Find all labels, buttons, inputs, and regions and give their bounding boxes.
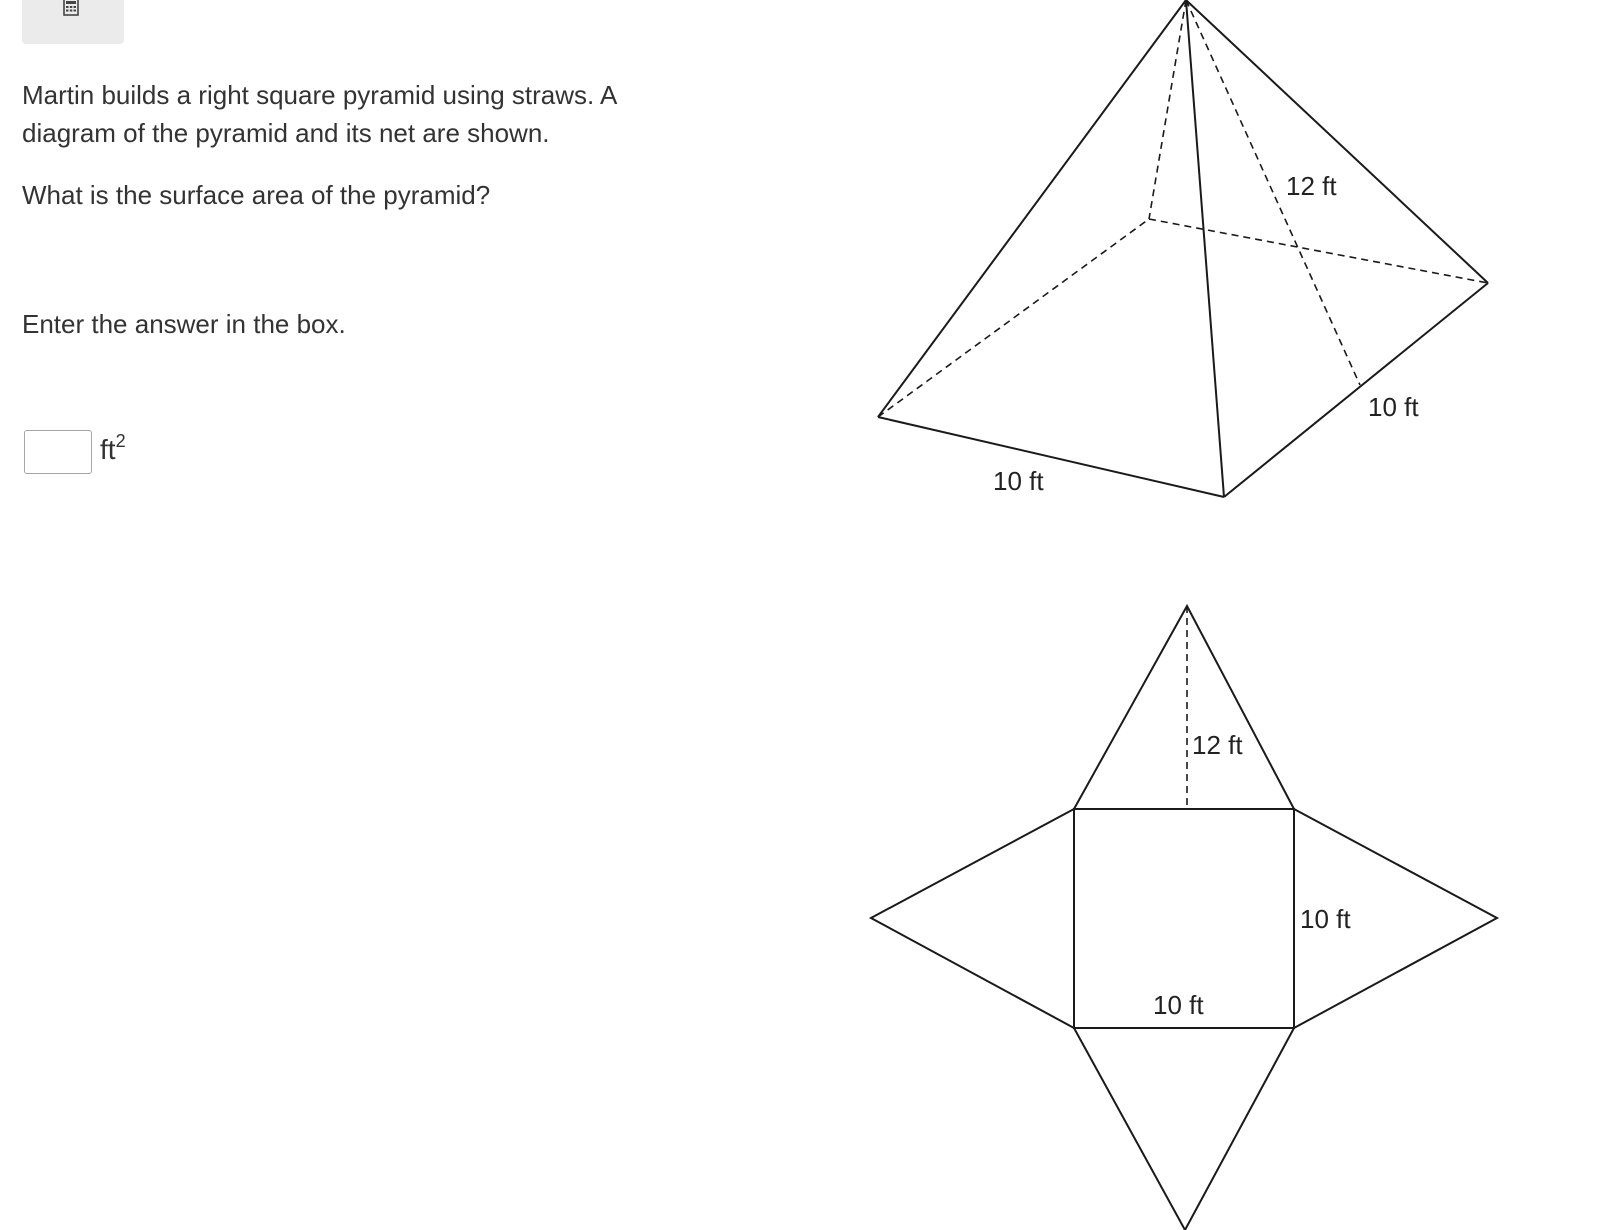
pyramid-front-base-label: 10 ft [993, 466, 1044, 496]
unit-exponent: 2 [115, 431, 126, 451]
net-square-base [1074, 809, 1294, 1028]
net-diagram [871, 606, 1497, 1230]
question-line-1: Martin builds a right square pyramid using straws. A [22, 80, 618, 110]
net-top-triangle [1074, 606, 1294, 809]
question-prompt: What is the surface area of the pyramid? [22, 180, 491, 210]
net-square-right-label: 10 ft [1300, 904, 1351, 934]
question-line-2: diagram of the pyramid and its net are shown. [22, 118, 550, 148]
question-text [22, 76, 722, 152]
pyramid-right-base-label: 10 ft [1368, 392, 1419, 422]
pyramid-slant-label: 12 ft [1286, 171, 1337, 201]
pyramid-diagram [878, 0, 1488, 497]
net-square-bottom-label: 10 ft [1153, 990, 1204, 1020]
pyramid-visible-edges [878, 0, 1488, 497]
pyramid-hidden-edges [878, 0, 1488, 417]
answer-row [24, 430, 126, 474]
unit-base: ft [100, 434, 116, 465]
answer-input[interactable] [24, 430, 92, 474]
net-right-triangle [1294, 809, 1497, 1028]
net-bottom-triangle [1074, 1028, 1294, 1230]
calculator-button[interactable] [22, 0, 124, 44]
net-slant-label: 12 ft [1192, 730, 1243, 760]
calculator-icon [63, 0, 79, 16]
answer-unit [100, 426, 126, 465]
answer-instruction: Enter the answer in the box. [22, 309, 346, 339]
net-left-triangle [871, 809, 1074, 1028]
